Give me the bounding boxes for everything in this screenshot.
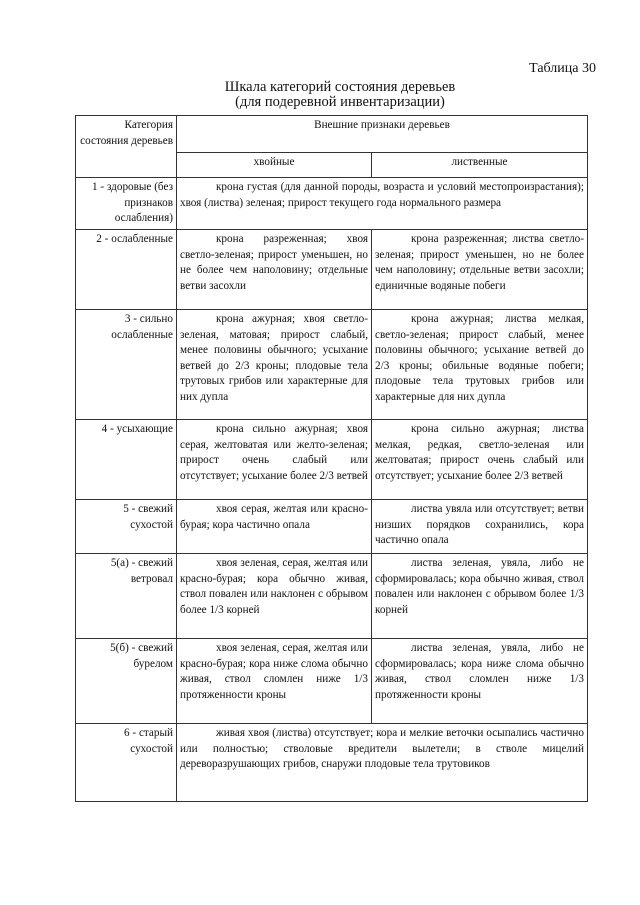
table-row — [76, 724, 588, 802]
table-row — [76, 310, 588, 420]
category-cell: 1 - здоровые (без признаков ослабления) — [76, 178, 177, 230]
deciduous-signs-cell: крона разреженная; листва светло-зеленая; прирост уменьшен, но не более чем наполовину; отдельные ветви засохли; единичные водяные побеги — [372, 230, 588, 310]
category-cell: 2 - ослабленные — [76, 230, 177, 310]
conifer-signs-cell: хвоя зеленая, серая, желтая или красно-бурая; кора обычно живая, ствол повален или наклонен с обрывом более 1/3 корней — [177, 554, 372, 639]
conifer-signs-cell: хвоя серая, желтая или красно-бурая; кора частично опала — [177, 500, 372, 554]
condition-categories-table — [75, 115, 588, 802]
conifer-signs-cell: крона ажурная; хвоя светло-зеленая, матовая; прирост слабый, менее половины обычного; усыхание ветвей до 2/3 кроны; плодовые тела трутовых грибов или характерные для них дупла — [177, 310, 372, 420]
table-subtitle: (для подеревной инвентаризации) — [235, 94, 445, 110]
table-row — [76, 178, 588, 230]
category-cell: 5 - свежий сухостой — [76, 500, 177, 554]
deciduous-signs-cell: листва зеленая, увяла, либо не сформировалась; кора обычно живая, ствол повален или наклонен с обрывом более 1/3 корней — [372, 554, 588, 639]
header-external-signs: Внешние признаки деревьев — [177, 116, 588, 153]
deciduous-signs-cell: листва зеленая, увяла, либо не сформировалась; кора ниже слома обычно живая, ствол сломлен ниже 1/3 протяженности кроны — [372, 639, 588, 724]
signs-cell-merged: живая хвоя (листва) отсутствует; кора и мелкие веточки осыпались частично или полностью; стволовые вредители вылетели; в стволе мицелий дереворазрушающих грибов, снаружи плодовые тела трутовиков — [177, 724, 588, 802]
deciduous-signs-cell: крона сильно ажурная; листва мелкая, редкая, светло-зеленая или желтоватая; прирост очень слабый или отсутствует; усыхание более 2/3 ветвей — [372, 420, 588, 500]
conifer-signs-cell: крона сильно ажурная; хвоя серая, желтоватая или желто-зеленая; прирост очень слабый или отсутствует; усыхание более 2/3 ветвей — [177, 420, 372, 500]
conifer-signs-cell: хвоя зеленая, серая, желтая или красно-бурая; кора ниже слома обычно живая, ствол сломлен ниже 1/3 протяженности кроны — [177, 639, 372, 724]
category-cell: 3 - сильно ослабленные — [76, 310, 177, 420]
deciduous-signs-cell: листва увяла или отсутствует; ветви низших порядков сохранились, кора частично опала — [372, 500, 588, 554]
category-cell: 5(б) - свежий бурелом — [76, 639, 177, 724]
signs-cell-merged: крона густая (для данной породы, возраста и условий местопроизрастания); хвоя (листва) зеленая; прирост текущего года нормального размера — [177, 178, 588, 230]
table-title: Шкала категорий состояния деревьев — [224, 79, 456, 95]
header-deciduous: лиственные — [372, 153, 588, 178]
deciduous-signs-cell: крона ажурная; листва мелкая, светло-зеленая; прирост слабый, менее половины обычного; усыхание ветвей до 2/3 кроны; обильные водяные побеги; плодовые тела трутовых грибов или характерные для них дупла — [372, 310, 588, 420]
table-row — [76, 639, 588, 724]
category-cell: 6 - старый сухостой — [76, 724, 177, 802]
table-number: Таблица 30 — [529, 61, 596, 76]
table-row — [76, 554, 588, 639]
table-row — [76, 230, 588, 310]
category-cell: 4 - усыхающие — [76, 420, 177, 500]
category-cell: 5(а) - свежий ветровал — [76, 554, 177, 639]
header-category: Категория состояния деревьев — [76, 116, 177, 178]
conifer-signs-cell: крона разреженная; хвоя светло-зеленая; прирост уменьшен, но не более чем наполовину; отдельные ветви засохли — [177, 230, 372, 310]
table-row — [76, 500, 588, 554]
table-row — [76, 420, 588, 500]
header-conifer: хвойные — [177, 153, 372, 178]
table-header-row — [76, 116, 588, 153]
